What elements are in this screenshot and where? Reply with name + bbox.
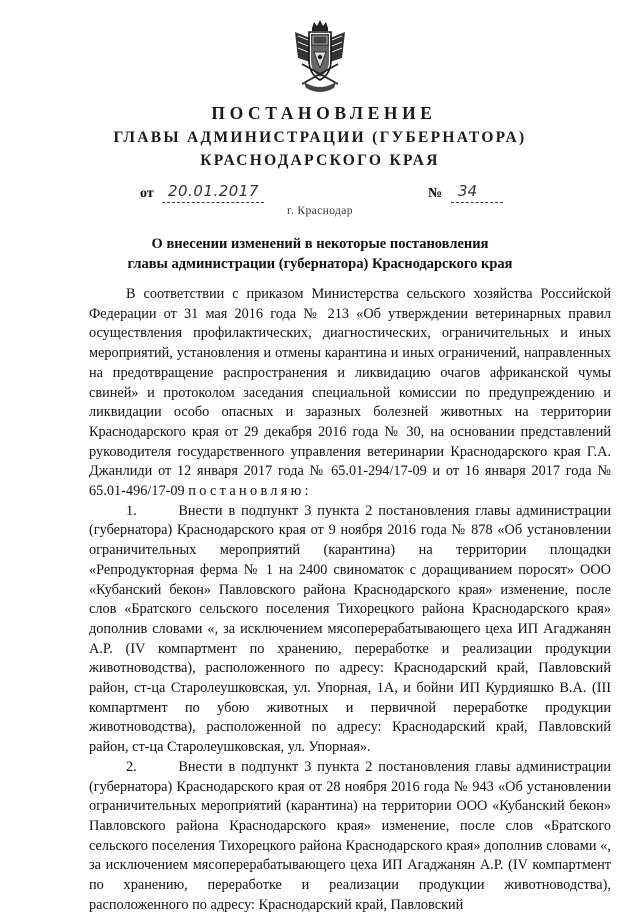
item-2-paragraph (89, 758, 611, 916)
item-1-number: 1. (126, 502, 137, 519)
date-prefix: от (140, 186, 154, 201)
item-1-text: Внести в подпункт 3 пункта 2 постановления главы администрации (губернатора) Краснодарского края от 9 ноября 2016 года № 878 «Об установлении ограничительных мероприятий (карантина) на территории площадки «Репродукторная ферма № 1 на 2400 свиноматок с доращиванием поросят» ООО «Кубанский бекон» Павловского района Краснодарского края» изменение, после слов «Братского сельского поселения Тихорецкого района Краснодарского края» дополнив словами «, за исключением мясоперерабатывающего цеха ИП Агаджанян А.Р. (IV компартмент по хранению, переработке и реализации продукции животноводства), расположенного по адресу: Краснодарский край, Павловский район, ст-ца Старолеушковская, ул. Упорная, 1А, и бойни ИП Курдияшко В.А. (III компартмент по убою животных и первичной переработке продукции животноводства), расположенной по адресу: Краснодарский край, Павловский район, ст-ца Старолеушковская, ул. Упорная». (89, 502, 611, 756)
intro-text: В соответствии с приказом Министерства сельского хозяйства Российской Федерации от 31 мая 2016 года № 213 «Об утверждении ветеринарных правил осуществления профилактических, диагностических, ограничительных и иных мероприятий, установления и отмены карантина и иных ограничений, направленных на предотвращение распространения и ликвидацию очагов африканской чумы свиней» и протоколом заседания специальной комиссии по предупреждению и ликвидации особо опасных и заразных болезней животных на территории Краснодарского края от 29 декабря 2016 года № 30, на основании представлений руководителя государственного управления ветеринарии Краснодарского края Г.А. Джанлиди от 12 января 2017 года № 65.01-294/17-09 и от 16 января 2017 года № 65.01-496/17-09 (89, 286, 611, 500)
coat-of-arms-icon (292, 18, 348, 94)
intro-paragraph (89, 285, 611, 502)
number-prefix: № (428, 186, 443, 201)
number-value: 34 (458, 182, 478, 200)
document-title-line2: главы администрации (губернатора) Краснодарского края (127, 256, 513, 272)
item-2-number: 2. (126, 758, 137, 775)
date-value: 20.01.2017 (168, 182, 259, 200)
item-2-text: Внести в подпункт 3 пункта 2 постановления главы администрации (губернатора) Краснодарского края от 28 ноября 2016 года № 943 «Об установлении ограничительных мероприятий (карантина) на территории ООО «Кубанский бекон» Павловского района Краснодарского края» изменение, после слов «Братского сельского поселения Тихорецкого района Краснодарского края» дополнив словами «, за исключением мясоперерабатывающего цеха ИП Агаджанян А.Р. (IV компартмент по хранению, переработке и реализации продукции животноводства), расположенного по адресу: Краснодарский край, Павловский (89, 758, 611, 913)
city-label: г. Краснодар (287, 205, 353, 217)
decree-word: постановляю: (188, 483, 312, 500)
document-title-line1: О внесении изменений в некоторые постановления (151, 236, 489, 252)
document-type-heading: ПОСТАНОВЛЕНИЕ (211, 103, 437, 123)
document-body (89, 285, 611, 916)
item-1-paragraph (89, 502, 611, 758)
document-title (90, 234, 550, 274)
issuer-heading-line2: КРАСНОДАРСКОГО КРАЯ (200, 152, 440, 169)
date-number-row (0, 184, 640, 206)
issuer-heading-line1: ГЛАВЫ АДМИНИСТРАЦИИ (ГУБЕРНАТОРА) (113, 129, 527, 146)
